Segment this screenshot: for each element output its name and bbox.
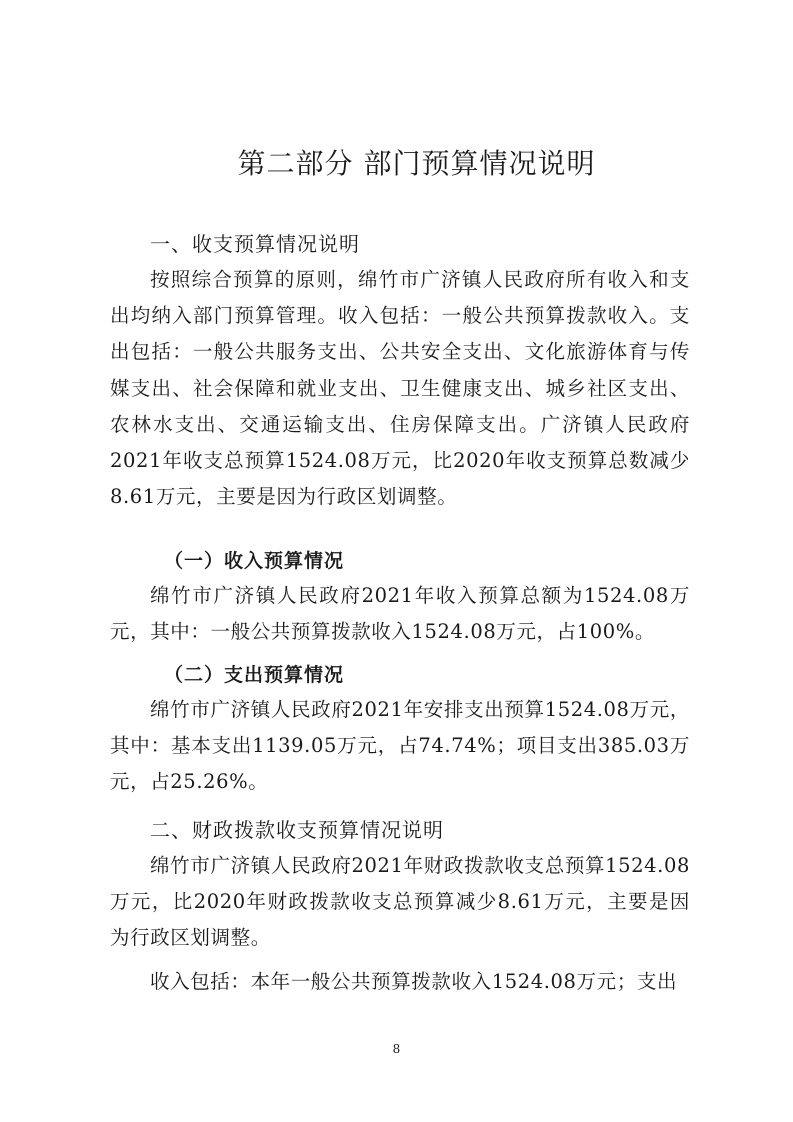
page-title: 第二部分 部门预算情况说明 [237,147,596,180]
page-number: 8 [392,1042,401,1056]
section2-paragraph-2: 收入包括：本年一般公共预算拨款收入1524.08万元；支出 [150,970,678,993]
section1-paragraph: 按照综合预算的原则，绵竹市广济镇人民政府所有收入和支出均纳入部门预算管理。收入包括：一般公共预算拨款收入。支出包括：一般公共服务支出、公共安全支出、文化旅游体育与传媒支出、社会保障和就业支出、卫生健康支出、城乡社区支出、农林水支出、交通运输支出、住房保障支出。广济镇人民政府2021年收支总预算1524.08万元，比2020年收支预算总数减少8.61万元，主要是因为行政区划调整。 [110,268,690,509]
section2-heading: 二、财政拨款收支预算情况说明 [150,818,444,842]
subsection1-paragraph: 绵竹市广济镇人民政府2021年收入预算总额为1524.08万元，其中：一般公共预算拨款收入1524.08万元，占100%。 [110,584,690,644]
section1-heading: 一、收支预算情况说明 [150,232,360,256]
subsection2-paragraph: 绵竹市广济镇人民政府2021年安排支出预算1524.08万元，其中：基本支出1139.05万元，占74.74%；项目支出385.03万元，占25.26%。 [110,698,690,794]
section2-paragraph-1: 绵竹市广济镇人民政府2021年财政拨款收支总预算1524.08万元，比2020年财政拨款收支总预算减少8.61万元，主要是因为行政区划调整。 [110,854,690,950]
subsection2-heading: （二）支出预算情况 [164,664,345,686]
subsection1-heading: （一）收入预算情况 [164,550,345,572]
